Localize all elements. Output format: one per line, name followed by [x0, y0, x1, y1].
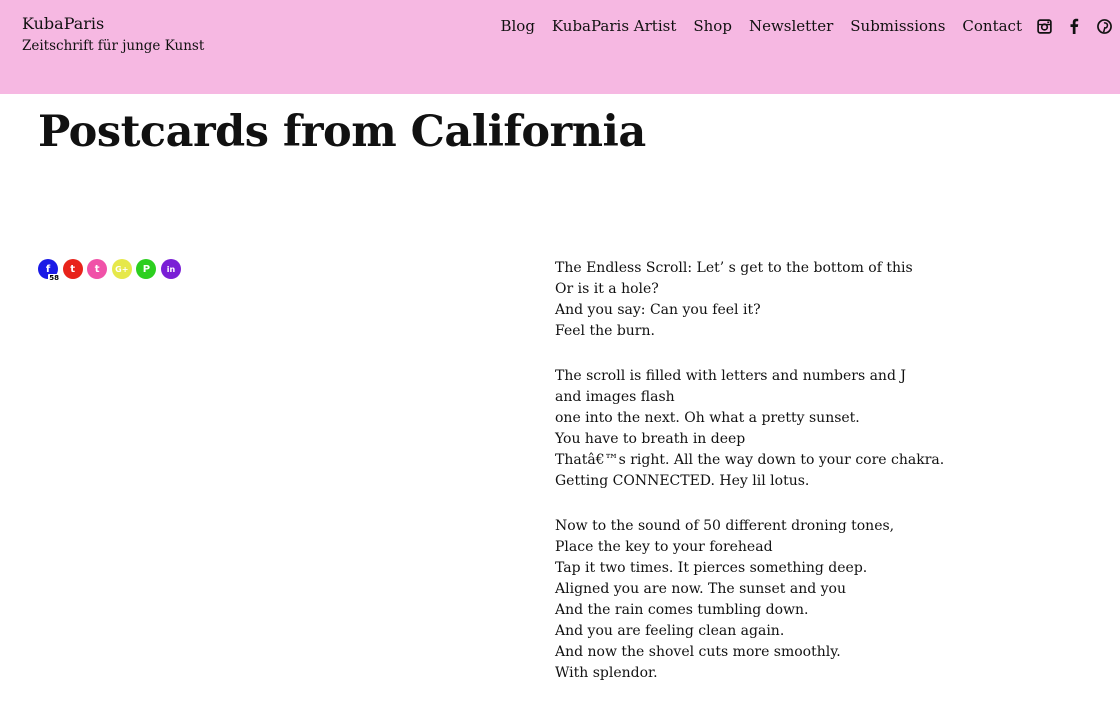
pinterest-icon[interactable] — [136, 259, 156, 279]
twitter-icon[interactable] — [63, 259, 83, 279]
facebook-icon[interactable] — [1066, 18, 1082, 34]
poem-line: Getting CONNECTED. Hey lil lotus. — [555, 473, 810, 489]
poem-stanza — [555, 516, 1075, 684]
poem-line: You have to breath in deep — [555, 431, 746, 447]
poem-line: The scroll is filled with letters and numbers and J — [555, 368, 906, 384]
nav-newsletter[interactable]: Newsletter — [748, 17, 834, 35]
poem-line: And now the shovel cuts more smoothly. — [555, 644, 841, 660]
share-glyph: f — [45, 263, 51, 275]
poem-line: Place the key to your forehead — [555, 539, 773, 555]
linkedin-icon[interactable] — [161, 259, 181, 279]
article-title: Postcards from California — [38, 107, 646, 157]
share-glyph: t — [70, 263, 75, 275]
poem-line: Feel the burn. — [555, 323, 655, 339]
facebook-icon[interactable] — [38, 259, 59, 282]
share-glyph: in — [166, 264, 176, 274]
poem-stanza — [555, 366, 1075, 492]
poem-body — [555, 258, 1075, 708]
google-plus-icon[interactable] — [112, 259, 132, 279]
nav-kubaparis-artist[interactable]: KubaParis Artist — [551, 17, 677, 35]
site-name[interactable]: KubaParis — [22, 14, 105, 33]
poem-line: and images flash — [555, 389, 675, 405]
share-bar — [38, 259, 186, 282]
main-nav — [483, 16, 1112, 36]
pinterest-icon[interactable] — [1096, 18, 1112, 34]
poem-line: And you are feeling clean again. — [555, 623, 785, 639]
share-glyph: G+ — [115, 264, 129, 274]
poem-line: Aligned you are now. The sunset and you — [555, 581, 846, 597]
poem-line: And the rain comes tumbling down. — [555, 602, 809, 618]
poem-line: And you say: Can you feel it? — [555, 302, 761, 318]
instagram-icon[interactable] — [1036, 18, 1052, 34]
tumblr-icon[interactable] — [87, 259, 107, 279]
poem-line: one into the next. Oh what a pretty sunset. — [555, 410, 860, 426]
share-glyph: P — [142, 263, 151, 275]
site-tagline: Zeitschrift für junge Kunst — [22, 38, 205, 54]
poem-line: Tap it two times. It pierces something deep. — [555, 560, 868, 576]
nav-blog[interactable]: Blog — [500, 17, 535, 35]
brand[interactable] — [22, 14, 204, 56]
nav-shop[interactable]: Shop — [693, 17, 732, 35]
site-header — [0, 0, 1120, 94]
poem-line: Or is it a hole? — [555, 281, 659, 297]
share-glyph: t — [94, 263, 100, 275]
nav-submissions[interactable]: Submissions — [850, 17, 946, 35]
poem-line: With splendor. — [555, 665, 658, 681]
share-count: 58 — [49, 274, 59, 282]
poem-line: Now to the sound of 50 different droning tones, — [555, 518, 895, 534]
nav-contact[interactable]: Contact — [962, 17, 1022, 35]
poem-line: The Endless Scroll: Let’ s get to the bottom of this — [555, 260, 913, 276]
poem-stanza — [555, 258, 1075, 342]
poem-line: Thatâ€™s right. All the way down to your core chakra. — [555, 452, 945, 468]
